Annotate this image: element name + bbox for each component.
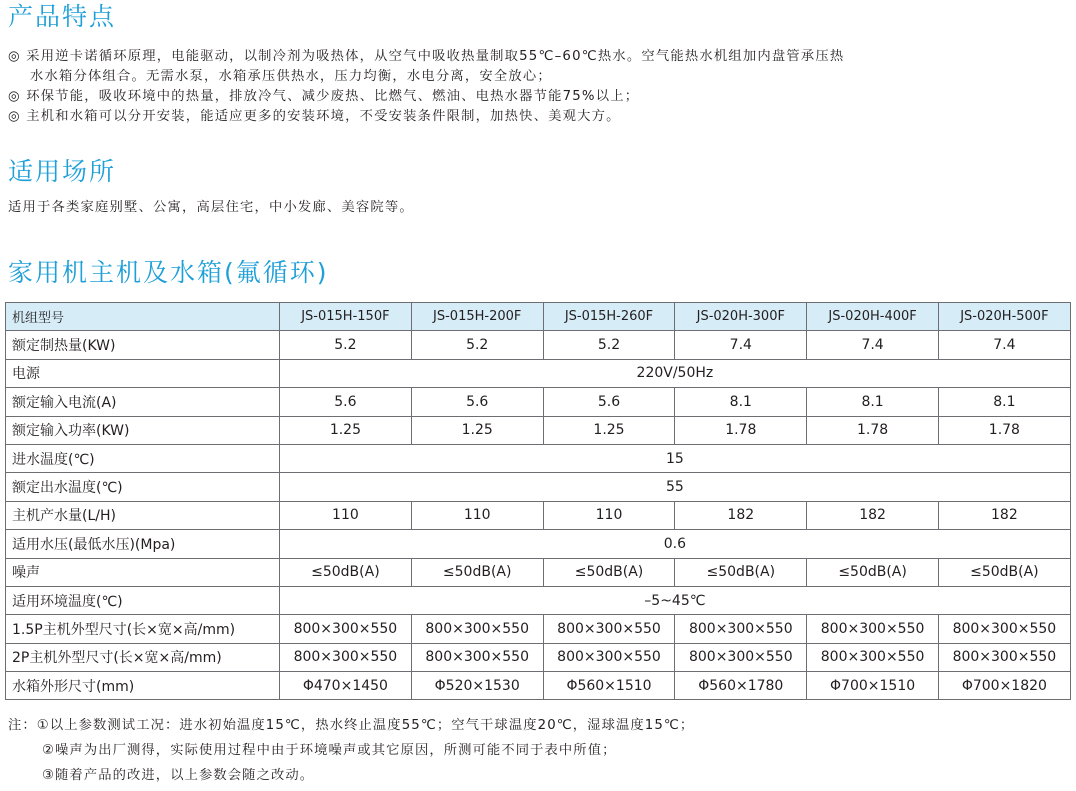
model-header-cell: JS-020H-300F [675,303,807,331]
value-cell: 5.6 [411,388,543,416]
value-cell: 5.2 [411,331,543,359]
value-cell: ≤50dB(A) [411,558,543,586]
value-cell: 5.6 [280,388,412,416]
value-cell: 800×300×550 [543,615,675,643]
row-label-cell: 主机产水量(L/H) [6,501,280,529]
value-cell: 800×300×550 [807,643,939,671]
table-row [6,359,1071,387]
value-cell: 182 [675,501,807,529]
value-cell: ≤50dB(A) [675,558,807,586]
row-label-cell: 1.5P主机外型尺寸(长×宽×高/mm) [6,615,280,643]
spanned-value-cell: 220V/50Hz [280,359,1071,387]
row-label-cell: 适用水压(最低水压)(Mpa) [6,530,280,558]
notes [8,713,694,788]
value-cell: 1.25 [543,416,675,444]
model-header-cell: JS-020H-500F [938,303,1070,331]
row-label-cell: 进水温度(℃) [6,444,280,472]
value-cell: 800×300×550 [411,643,543,671]
value-cell: 800×300×550 [938,643,1070,671]
value-cell: Φ520×1530 [411,672,543,700]
table-row [6,501,1071,529]
table-row [6,444,1071,472]
table-row [6,331,1071,359]
row-label-cell: 额定输入电流(A) [6,388,280,416]
value-cell: 7.4 [938,331,1070,359]
features-list [8,47,1036,127]
value-cell: 182 [938,501,1070,529]
spec-table [5,302,1071,700]
value-cell: 5.6 [543,388,675,416]
note-2: ②噪声为出厂测得，实际使用过程中由于环境噪声或其它原因，所测可能不同于表中所值； [42,743,617,758]
header-label-cell: 机组型号 [6,303,280,331]
value-cell: 1.78 [675,416,807,444]
row-label-cell: 电源 [6,359,280,387]
table-row [6,586,1071,614]
spanned-value-cell: 15 [280,444,1071,472]
table-header-row [6,303,1071,331]
feature-item-3: ◎ 主机和水箱可以分开安装，能适应更多的安装环境，不受安装条件限制，加热快、美观大方。 [8,109,621,124]
row-label-cell: 噪声 [6,558,280,586]
table-row [6,416,1071,444]
table-row [6,530,1071,558]
value-cell: 8.1 [807,388,939,416]
value-cell: ≤50dB(A) [280,558,412,586]
value-cell: 1.78 [807,416,939,444]
value-cell: 5.2 [280,331,412,359]
row-label-cell: 额定出水温度(℃) [6,473,280,501]
usage-section [8,198,1036,218]
spanned-value-cell: 0.6 [280,530,1071,558]
value-cell: 800×300×550 [280,643,412,671]
spec-title: 家用机主机及水箱(氟循环) [8,258,329,287]
model-header-cell: JS-015H-260F [543,303,675,331]
value-cell: 800×300×550 [675,615,807,643]
model-header-cell: JS-015H-200F [411,303,543,331]
features-title: 产品特点 [8,2,117,31]
value-cell: ≤50dB(A) [938,558,1070,586]
table-row [6,558,1071,586]
model-header-cell: JS-015H-150F [280,303,412,331]
feature-item-1-continuation: 水水箱分体组合。无需水泵，水箱承压供热水，压力均衡，水电分离，安全放心； [30,69,552,84]
note-3: ③随着产品的改进，以上参数会随之改动。 [42,768,315,783]
value-cell: Φ560×1510 [543,672,675,700]
value-cell: ≤50dB(A) [543,558,675,586]
value-cell: 800×300×550 [543,643,675,671]
row-label-cell: 额定输入功率(KW) [6,416,280,444]
table-row [6,388,1071,416]
value-cell: 800×300×550 [675,643,807,671]
value-cell: 800×300×550 [411,615,543,643]
model-header-cell: JS-020H-400F [807,303,939,331]
row-label-cell: 额定制热量(KW) [6,331,280,359]
value-cell: Φ470×1450 [280,672,412,700]
value-cell: 110 [543,501,675,529]
spanned-value-cell: 55 [280,473,1071,501]
value-cell: 1.25 [280,416,412,444]
value-cell: 1.78 [938,416,1070,444]
usage-text: 适用于各类家庭别墅、公寓，高层住宅，中小发廊、美容院等。 [8,200,414,215]
value-cell: 182 [807,501,939,529]
table-row [6,615,1071,643]
value-cell: 110 [280,501,412,529]
value-cell: 5.2 [543,331,675,359]
note-1: 注：①以上参数测试工况：进水初始温度15℃，热水终止温度55℃；空气干球温度20℃，湿球温度15℃； [8,718,695,733]
value-cell: Φ700×1820 [938,672,1070,700]
table-row [6,643,1071,671]
value-cell: 1.25 [411,416,543,444]
value-cell: 800×300×550 [280,615,412,643]
value-cell: 800×300×550 [938,615,1070,643]
table-row [6,473,1071,501]
row-label-cell: 2P主机外型尺寸(长×宽×高/mm) [6,643,280,671]
usage-title: 适用场所 [8,157,117,186]
feature-item-1: ◎ 采用逆卡诺循环原理，电能驱动，以制冷剂为吸热体，从空气中吸收热量制取55℃–60℃热水。空气能热水机组加内盘管承压热 [8,49,845,64]
feature-item-2: ◎ 环保节能，吸收环境中的热量，排放冷气、减少废热、比燃气、燃油、电热水器节能75%以上； [8,89,640,104]
value-cell: Φ700×1510 [807,672,939,700]
row-label-cell: 适用环境温度(℃) [6,586,280,614]
table-row [6,672,1071,700]
value-cell: 800×300×550 [807,615,939,643]
value-cell: 8.1 [675,388,807,416]
value-cell: 7.4 [807,331,939,359]
value-cell: 8.1 [938,388,1070,416]
row-label-cell: 水箱外形尺寸(mm) [6,672,280,700]
spanned-value-cell: –5~45℃ [280,586,1071,614]
value-cell: ≤50dB(A) [807,558,939,586]
value-cell: 7.4 [675,331,807,359]
value-cell: 110 [411,501,543,529]
value-cell: Φ560×1780 [675,672,807,700]
